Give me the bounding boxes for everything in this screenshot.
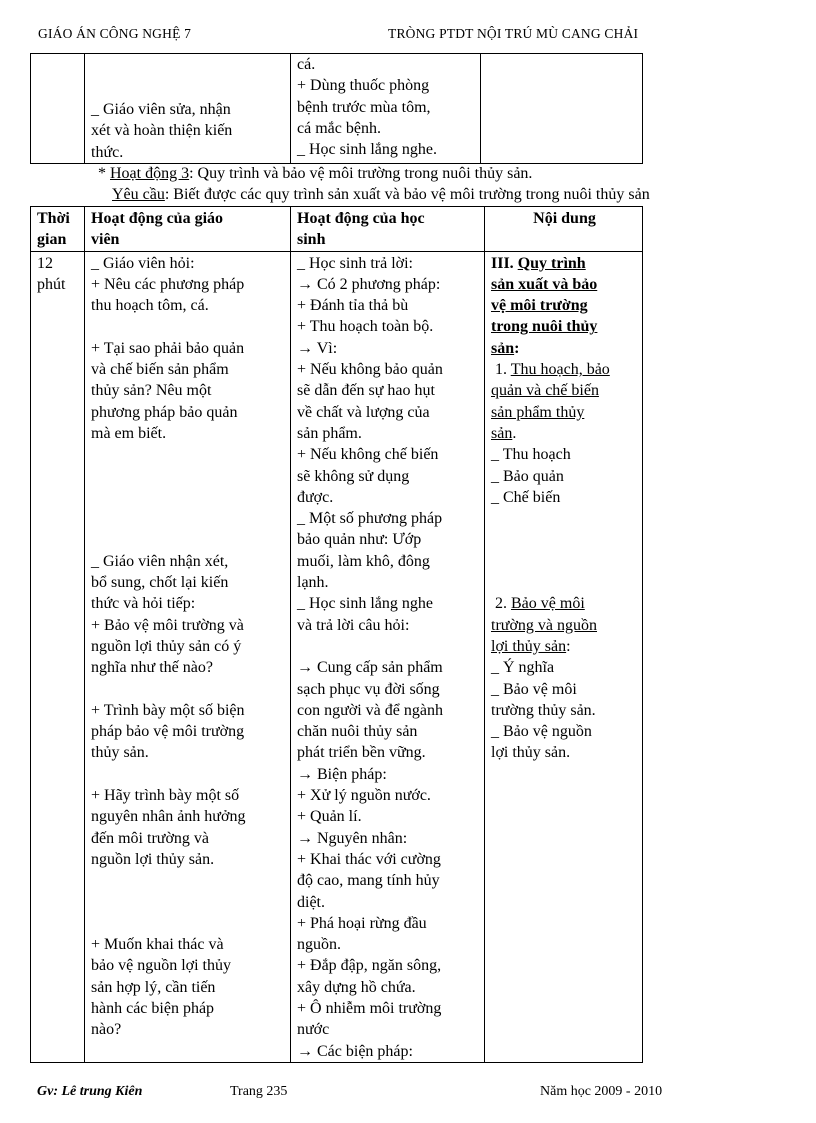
t1-teacher-cell (85, 54, 291, 164)
text-line: xét và hoàn thiện kiến (91, 122, 233, 140)
sub1-title-end (491, 423, 638, 444)
text-line (297, 636, 480, 657)
text-line: thu hoạch tôm, cá. (91, 297, 209, 315)
header-subject: GIÁO ÁN CÔNG NGHỆ 7 (38, 26, 192, 41)
text-line: viên (91, 231, 120, 249)
text-line: nào? (91, 1021, 122, 1039)
text-line: sản hợp lý, cần tiến (91, 978, 216, 996)
requirement-text: : Biết được các quy trình sản xuất và bảo vệ môi trường trong nuôi thủy sản (164, 186, 650, 203)
list-item: lợi thủy sản. (491, 744, 571, 762)
table-row (31, 251, 643, 1062)
text-line: → Cung cấp sản phẩm (297, 659, 443, 677)
text-line: sẽ dẫn đến sự hao hụt (297, 382, 435, 400)
text-line: + Nêu các phương pháp (91, 275, 245, 293)
text-line: + Thu hoạch toàn bộ. (297, 318, 434, 336)
text-line: _ Một số phương pháp (297, 510, 443, 528)
text-line: sản phẩm. (297, 424, 362, 442)
sub2-title-line: trường và nguồn (491, 616, 598, 634)
section-prefix: III. (491, 254, 518, 272)
content-cell (485, 251, 643, 1062)
text-line: phút (37, 275, 66, 293)
text-line: bổ sung, chốt lại kiến (91, 574, 229, 592)
list-item: _ Chế biến (491, 488, 561, 506)
list-item: _ Thu hoạch (491, 446, 571, 464)
t1-content-cell (481, 54, 643, 164)
list-item: _ Bảo vệ nguồn (491, 723, 592, 741)
text-line: + Quản lí. (297, 808, 362, 826)
section-title-line: Quy trình (517, 254, 586, 272)
header-content (485, 207, 643, 252)
header-time (31, 207, 85, 252)
activity-heading (98, 163, 532, 184)
sub1-title-line: sản phẩm thủy (491, 403, 585, 421)
text-line: Nội dung (533, 210, 596, 227)
student-cell (291, 251, 485, 1062)
sub1-title-line: sản (491, 424, 513, 442)
text-line: lạnh. (297, 574, 329, 592)
sub2-suffix: : (566, 637, 571, 655)
text-line: + Đánh tỉa thả bù (297, 297, 409, 315)
teacher-cell (85, 251, 291, 1062)
text-line: phát triển bền vững. (297, 744, 426, 762)
text-line: + Phá hoại rừng đầu (297, 914, 427, 932)
text-line: bảo quản như: Ướp (297, 531, 422, 549)
text-line: Hoạt động của giáo (91, 210, 224, 227)
section-title-line: vệ môi trường (491, 297, 588, 315)
text-line: đến môi trường và (91, 829, 209, 847)
text-line: _ Giáo viên nhận xét, (91, 552, 229, 570)
continuation-table (30, 53, 643, 164)
text-line: nghĩa như thế nào? (91, 659, 213, 677)
text-line: nguyên nhân ảnh hưởng (91, 808, 246, 826)
section-title-end (491, 338, 638, 359)
text-line: về chất và lượng của (297, 403, 430, 421)
text-line: 12 (37, 254, 53, 272)
text-line: + Ô nhiễm môi trường (297, 999, 442, 1017)
text-line: cá. (297, 56, 316, 73)
text-line: gian (37, 231, 67, 249)
text-line: sạch phục vụ đời sống (297, 680, 440, 698)
text-line: xây dựng hồ chứa. (297, 978, 416, 996)
text-line: pháp bảo vệ môi trường (91, 723, 245, 741)
text-line: và trả lời câu hỏi: (297, 616, 410, 634)
requirement-label: Yêu cầu (112, 186, 165, 203)
text-line: hành các biện pháp (91, 999, 215, 1017)
section-suffix: : (514, 339, 520, 357)
text-line: _ Giáo viên hỏi: (91, 254, 195, 272)
text-line: chăn nuôi thủy sản (297, 723, 418, 741)
text-line: nguồn lợi thủy sản có ý (91, 637, 242, 655)
text-line: + Nếu không chế biến (297, 446, 439, 464)
sub1-prefix: 1. (491, 361, 511, 379)
text-line: _ Học sinh lắng nghe (297, 595, 433, 613)
sub1-title-line: quản và chế biến (491, 382, 599, 400)
activity-prefix: * (98, 165, 110, 182)
header-teacher (85, 207, 291, 252)
sub2-title-line: Bảo vệ môi (511, 595, 585, 613)
sub1-suffix: . (512, 424, 517, 442)
text-line: → Vì: (297, 339, 338, 357)
text-line: và chế biến sản phẩm (91, 361, 229, 379)
text-line: con người và để ngành (297, 701, 443, 719)
t1-student-cell (291, 54, 481, 164)
sub2-title-line: lợi thủy sản (491, 637, 567, 655)
text-line: nguồn. (297, 936, 341, 954)
text-line: thủy sản? Nêu một (91, 382, 212, 400)
activity-table (30, 206, 643, 1063)
list-item: _ Bảo quản (491, 467, 564, 485)
sub2-prefix: 2. (491, 595, 511, 613)
text-line: + Khai thác với cường (297, 850, 441, 868)
text-line: thức. (91, 143, 124, 161)
text-line: + Đắp đập, ngăn sông, (297, 957, 442, 975)
text-line: cá mắc bệnh. (297, 119, 381, 137)
text-line: mà em biết. (91, 424, 167, 442)
section-title-line: sản (491, 339, 515, 357)
text-line: + Tại sao phải bảo quản (91, 339, 245, 357)
section-title-line: trong nuôi thủy (491, 318, 598, 336)
text-line: nước (297, 1021, 330, 1039)
list-item: _ Bảo vệ môi (491, 680, 577, 698)
text-line: _ Giáo viên sửa, nhận (91, 101, 231, 119)
section-heading (491, 253, 638, 274)
text-line: Hoạt động của học (297, 210, 425, 227)
text-line: sẽ không sử dụng (297, 467, 410, 485)
text-line: bảo vệ nguồn lợi thủy (91, 957, 231, 975)
text-line: + Bảo vệ môi trường và (91, 616, 244, 634)
header-student (291, 207, 485, 252)
text-line: _ Học sinh lắng nghe. (297, 141, 437, 159)
text-line: muối, làm khô, đông (297, 552, 430, 570)
footer-author: Gv: Lê trung Kiên (37, 1084, 143, 1099)
activity-label: Hoạt động 3 (110, 165, 190, 182)
text-line: + Trình bày một số biện (91, 701, 245, 719)
table-header-row (31, 207, 643, 252)
subsection-heading (491, 593, 638, 614)
text-line: + Hãy trình bày một số (91, 787, 240, 805)
footer-page: Trang 235 (230, 1084, 288, 1099)
text-line: + Nếu không bảo quản (297, 361, 443, 379)
text-line: bệnh trước mùa tôm, (297, 98, 431, 116)
text-line: phương pháp bảo quản (91, 403, 238, 421)
text-line: + Xử lý nguồn nước. (297, 787, 431, 805)
text-line: thủy sản. (91, 744, 149, 762)
sub2-title-end (491, 636, 638, 657)
text-line: thức và hỏi tiếp: (91, 595, 196, 613)
text-line: → Có 2 phương pháp: (297, 275, 441, 293)
footer-year: Năm học 2009 - 2010 (540, 1084, 663, 1099)
text-line: sinh (297, 231, 326, 249)
activity-text: : Quy trình và bảo vệ môi trường trong nuôi thủy sản. (189, 165, 533, 182)
text-line: _ Học sinh trả lời: (297, 254, 413, 272)
text-line: → Biện pháp: (297, 765, 387, 783)
subsection-heading (491, 359, 638, 380)
text-line: → Nguyên nhân: (297, 829, 408, 847)
t1-time-cell (31, 54, 85, 164)
time-cell (31, 251, 85, 1062)
text-line: nguồn lợi thủy sản. (91, 850, 215, 868)
text-line: độ cao, mang tính hủy (297, 872, 440, 890)
list-item: _ Ý nghĩa (491, 659, 555, 677)
header-school: TRÒNG PTDT NỘI TRÚ MÙ CANG CHẢI (388, 26, 639, 41)
list-item: trường thủy sản. (491, 701, 596, 719)
requirement-heading (112, 184, 650, 205)
text-line: Thời (37, 210, 70, 227)
text-line: được. (297, 488, 334, 506)
text-line: + Dùng thuốc phòng (297, 77, 430, 95)
text-line: diệt. (297, 893, 325, 911)
section-title-line: sản xuất và bảo (491, 275, 598, 293)
text-line: → Các biện pháp: (297, 1042, 413, 1060)
text-line: + Muốn khai thác và (91, 936, 224, 954)
sub1-title-line: Thu hoạch, bảo (510, 361, 610, 379)
